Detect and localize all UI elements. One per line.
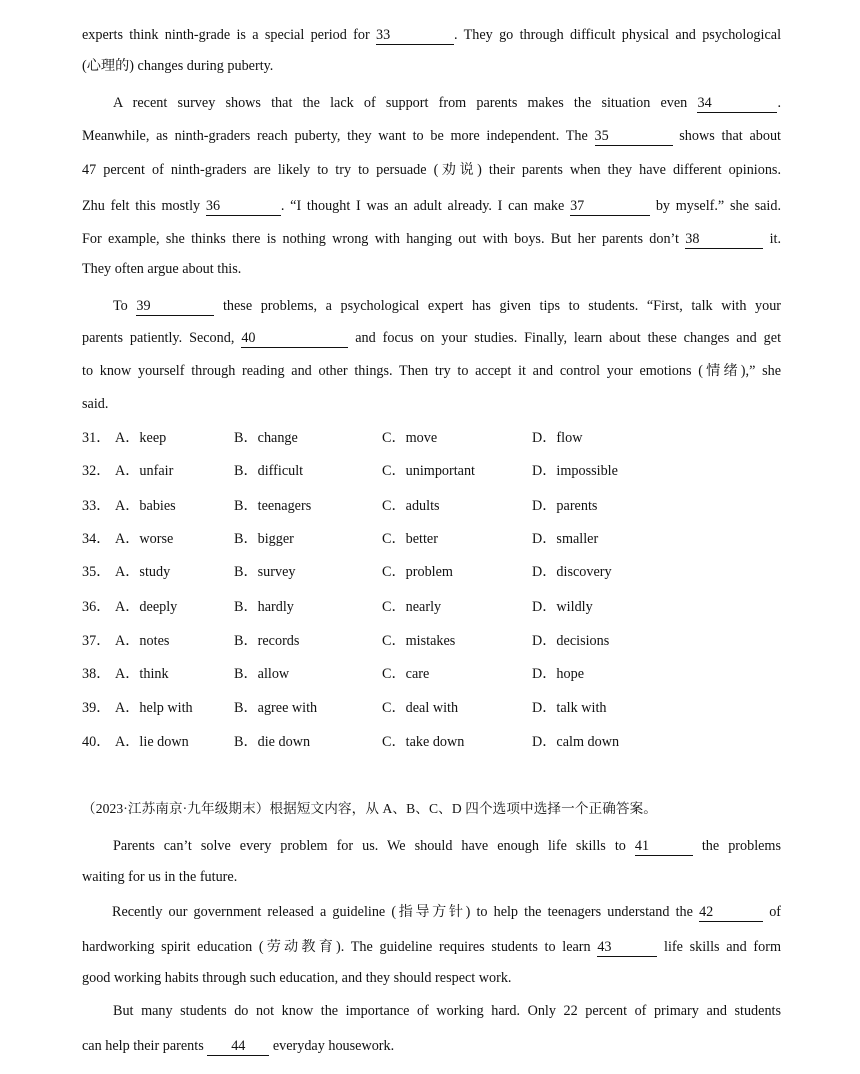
passage-line [82, 229, 781, 249]
text: shows that about [679, 128, 781, 144]
text: it. [769, 231, 781, 247]
question-row [82, 562, 781, 582]
blank-35[interactable]: 35 [595, 128, 673, 146]
passage-line [82, 328, 781, 348]
text: To [113, 298, 128, 314]
option-b[interactable]: B．hardly [234, 599, 294, 615]
option-c[interactable]: C．better [382, 531, 438, 547]
option-d[interactable]: D．wildly [532, 599, 593, 615]
option-d[interactable]: D．talk with [532, 700, 607, 716]
text: experts think ninth-grade is a special period for [82, 27, 370, 43]
question-row [82, 664, 781, 684]
blank-42[interactable]: 42 [699, 904, 763, 922]
option-b[interactable]: B．allow [234, 666, 290, 682]
question-number: 35． [82, 564, 111, 580]
option-a[interactable]: A．help with [115, 700, 193, 716]
section-header: （2023·江苏南京·九年级期末）根据短文内容，从 A、B、C、D 四个选项中选择一个正确答案。 [82, 801, 657, 816]
option-b[interactable]: B．change [234, 430, 298, 446]
passage-line: But many students do not know the importance of working hard. Only 22 percent of primary and students [113, 1003, 781, 1019]
passage-line [82, 25, 781, 45]
text: . “I thought I was an adult already. I can make [280, 198, 565, 214]
passage-line [82, 196, 781, 216]
text: of [769, 904, 782, 920]
blank-44[interactable]: 44 [207, 1038, 269, 1056]
passage-line [82, 937, 781, 957]
text: . [777, 95, 782, 111]
option-b[interactable]: B．die down [234, 734, 311, 750]
question-number: 34． [82, 531, 111, 547]
option-c[interactable]: C．nearly [382, 599, 442, 615]
passage-line: to know yourself through reading and other things. Then try to accept it and control your emotions (情绪),” she [82, 363, 781, 379]
blank-41[interactable]: 41 [635, 838, 693, 856]
text: and focus on your studies. Finally, learn about these changes and get [355, 330, 782, 346]
question-row [82, 461, 781, 481]
passage-line: good working habits through such education, and they should respect work. [82, 970, 512, 986]
question-row [82, 631, 781, 651]
option-d[interactable]: D．calm down [532, 734, 620, 750]
blank-33[interactable]: 33 [376, 27, 454, 45]
question-number: 39． [82, 700, 111, 716]
option-b[interactable]: B．records [234, 633, 300, 649]
option-a[interactable]: A．lie down [115, 734, 189, 750]
passage-line [113, 296, 781, 316]
blank-38[interactable]: 38 [685, 231, 763, 249]
option-d[interactable]: D．parents [532, 498, 598, 514]
passage-line [112, 902, 781, 922]
option-a[interactable]: A．notes [115, 633, 170, 649]
option-d[interactable]: D．hope [532, 666, 585, 682]
passage-line: waiting for us in the future. [82, 869, 238, 885]
option-a[interactable]: A．keep [115, 430, 167, 446]
question-number: 36． [82, 599, 111, 615]
passage-line: (心理的) changes during puberty. [82, 58, 274, 74]
blank-43[interactable]: 43 [597, 939, 657, 957]
option-a[interactable]: A．deeply [115, 599, 178, 615]
question-row [82, 698, 781, 718]
text: hardworking spirit education (劳动教育). The guideline requires students to learn [82, 939, 591, 955]
option-c[interactable]: C．mistakes [382, 633, 456, 649]
text: For example, she thinks there is nothing wrong with hanging out with boys. But her parents don’t [82, 231, 679, 247]
question-row [82, 732, 781, 752]
option-d[interactable]: D．discovery [532, 564, 612, 580]
option-d[interactable]: D．smaller [532, 531, 599, 547]
option-b[interactable]: B．bigger [234, 531, 294, 547]
text: Recently our government released a guideline (指导方针) to help the teenagers understand the [112, 904, 693, 920]
option-c[interactable]: C．problem [382, 564, 453, 580]
passage-line: 47 percent of ninth-graders are likely to try to persuade (劝说) their parents when they have different opinions. [82, 162, 781, 178]
passage-line [113, 93, 781, 113]
passage-line [82, 1036, 781, 1056]
option-c[interactable]: C．move [382, 430, 438, 446]
text: parents patiently. Second, [82, 330, 235, 346]
text: Meanwhile, as ninth-graders reach puberty, they want to be more independent. The [82, 128, 588, 144]
text: life skills and form [664, 939, 781, 955]
option-d[interactable]: D．impossible [532, 463, 618, 479]
question-number: 32． [82, 463, 111, 479]
text: Zhu felt this mostly [82, 198, 201, 214]
blank-37[interactable]: 37 [570, 198, 650, 216]
text: . They go through difficult physical and psychological [454, 27, 782, 43]
blank-36[interactable]: 36 [206, 198, 281, 216]
option-a[interactable]: A．study [115, 564, 171, 580]
question-row [82, 597, 781, 617]
text: A recent survey shows that the lack of support from parents makes the situation even [113, 95, 688, 111]
option-c[interactable]: C．unimportant [382, 463, 476, 479]
option-c[interactable]: C．care [382, 666, 430, 682]
question-number: 31． [82, 430, 111, 446]
option-a[interactable]: A．think [115, 666, 169, 682]
option-a[interactable]: A．babies [115, 498, 176, 514]
question-row [82, 428, 781, 448]
blank-40[interactable]: 40 [241, 330, 348, 348]
passage-line [82, 126, 781, 146]
question-number: 37． [82, 633, 111, 649]
text: can help their parents [82, 1038, 204, 1054]
text: by myself.” she said. [655, 198, 782, 214]
option-d[interactable]: D．flow [532, 430, 583, 446]
question-number: 40． [82, 734, 111, 750]
text: the problems [701, 838, 781, 854]
option-a[interactable]: A．worse [115, 531, 174, 547]
option-a[interactable]: A．unfair [115, 463, 174, 479]
question-number: 33． [82, 498, 111, 514]
passage-line: They often argue about this. [82, 261, 242, 277]
passage-line: said. [82, 396, 109, 412]
text: everyday housework. [272, 1038, 395, 1054]
option-b[interactable]: B．agree with [234, 700, 318, 716]
option-c[interactable]: C．deal with [382, 700, 459, 716]
blank-34[interactable]: 34 [697, 95, 777, 113]
text: Parents can’t solve every problem for us. We should have enough life skills to [113, 838, 626, 854]
option-b[interactable]: B．teenagers [234, 498, 312, 514]
blank-39[interactable]: 39 [136, 298, 214, 316]
question-row [82, 529, 781, 549]
option-b[interactable]: B．survey [234, 564, 296, 580]
passage-line [113, 836, 781, 856]
option-c[interactable]: C．adults [382, 498, 440, 514]
question-row [82, 496, 781, 516]
option-b[interactable]: B．difficult [234, 463, 304, 479]
option-d[interactable]: D．decisions [532, 633, 610, 649]
option-c[interactable]: C．take down [382, 734, 465, 750]
question-number: 38． [82, 666, 111, 682]
text: these problems, a psychological expert has given tips to students. “First, talk with your [222, 298, 782, 314]
